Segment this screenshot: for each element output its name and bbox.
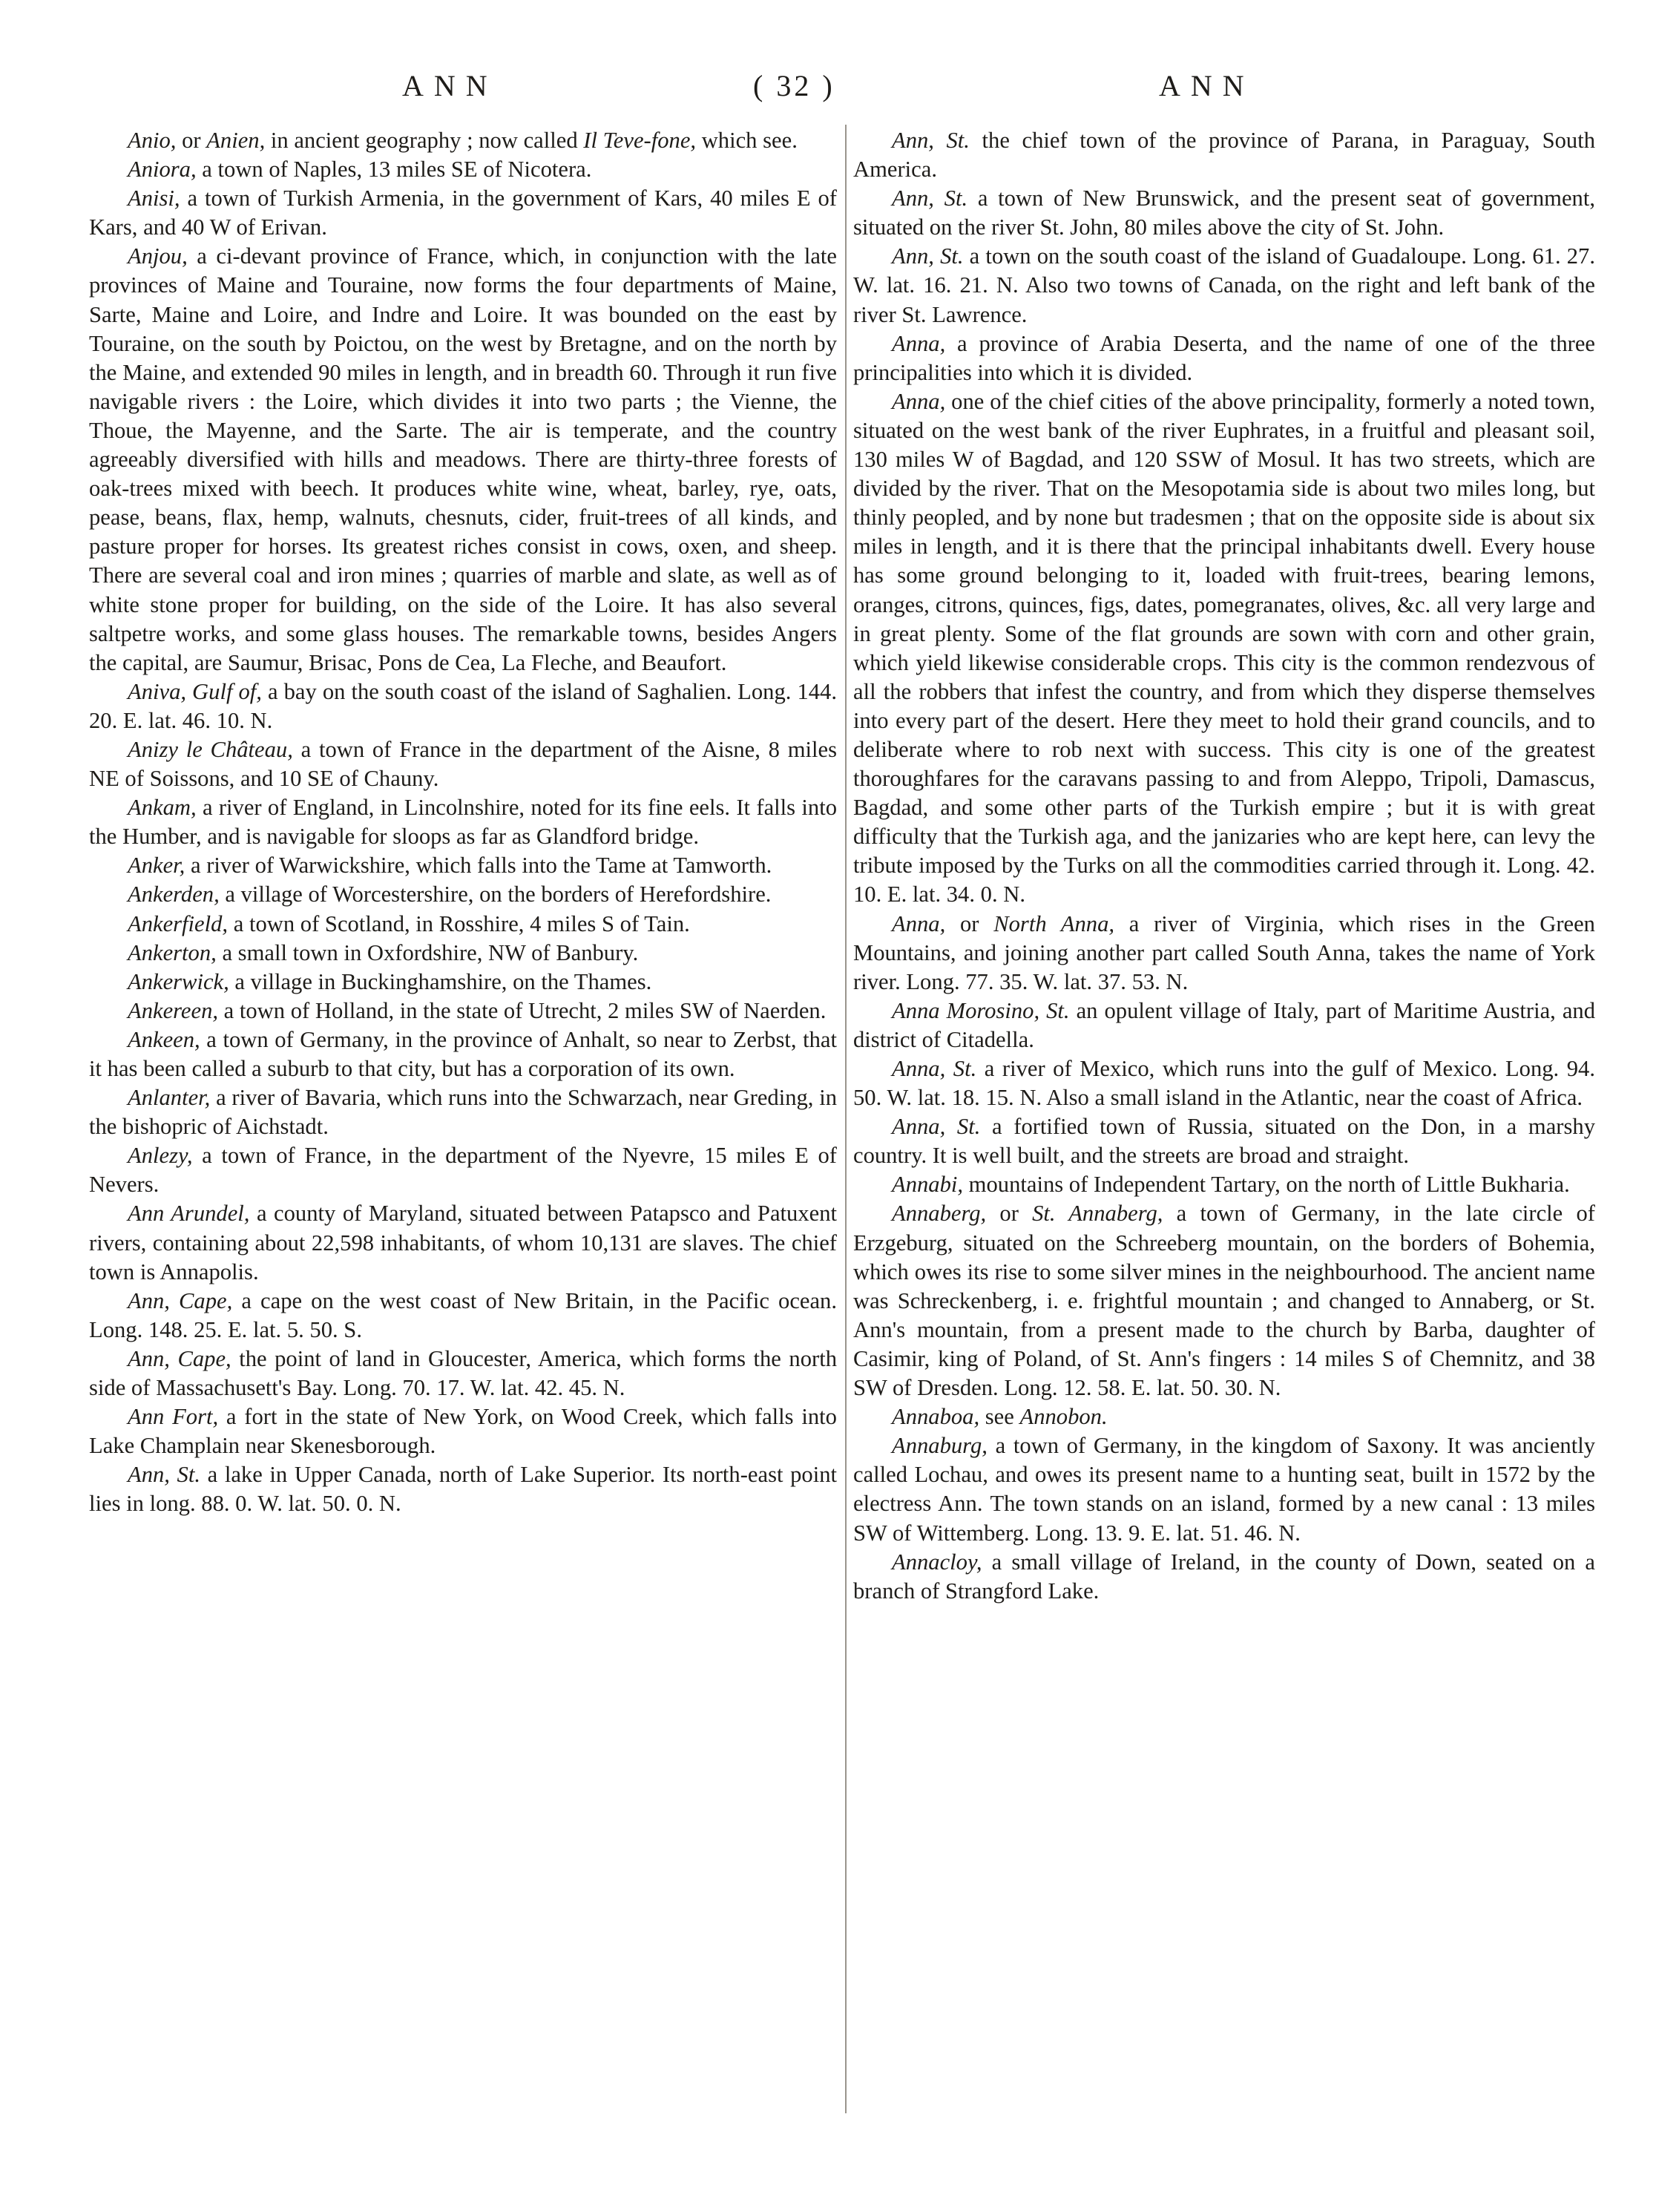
entry-headword: Ann, St. xyxy=(892,243,964,269)
dictionary-entry xyxy=(853,1199,1595,1402)
entry-headword: Ankeen, xyxy=(128,1026,200,1052)
entry-text: a ci-devant province of France, which, in conjunction with the late provinces of Maine and Touraine, now forms the four departments of Maine, Sarte, Maine and Loire, and Indre and Loire. It was bounded on the east by Touraine, on the south by Poictou, on the west by Bretagne, and on the north by the Maine, and extended 90 miles in length, and in breadth 60. Through it run five navigable rivers : the Loire, which divides it into two parts ; the Vienne, the Thoue, the Mayenne, and the Sarte. The air is temperate, and the country agreeably diversified with hills and meadows. There are thirty-three forests of oak-trees mixed with beech. It produces white wine, wheat, barley, rye, oats, pease, beans, flax, hemp, walnuts, chesnuts, cider, fruit-trees of all kinds, and pasture proper for horses. Its greatest riches consist in cows, oxen, and sheep. There are several coal and iron mines ; quarries of marble and slate, as well as of white stone proper for building, on the side of the Loire. It has also several saltpetre works, and some glass houses. The remarkable towns, besides Angers the capital, are Saumur, Brisac, Pons de Cea, La Fleche, and Beaufort. xyxy=(89,243,837,675)
entry-text: a lake in Upper Canada, north of Lake Superior. Its north-east point lies in long. 88. 0. W. lat. 50. 0. N. xyxy=(89,1462,837,1517)
page-number: ( 32 ) xyxy=(753,69,835,102)
dictionary-entry xyxy=(89,793,837,851)
entry-text: see xyxy=(979,1404,1020,1430)
entry-text: a small town in Oxfordshire, NW of Banbury. xyxy=(216,939,639,965)
entry-text: a province of Arabia Deserta, and the name of one of the three principalities into which it is divided. xyxy=(853,330,1595,385)
entry-text: a town of Turkish Armenia, in the government of Kars, 40 miles E of Kars, and 40 W of Erivan. xyxy=(89,186,837,240)
entry-text: in ancient geography ; now called xyxy=(265,128,584,153)
entry-headword: Annaburg, xyxy=(892,1433,988,1459)
entry-text: a town of New Brunswick, and the present seat of government, situated on the river St. John, 80 miles above the city of St. John. xyxy=(853,186,1595,240)
dictionary-entry xyxy=(853,1548,1595,1606)
entry-headword: Anna, St. xyxy=(892,1056,977,1081)
header-right-word: ANN xyxy=(1159,69,1255,102)
entry-text: a river of England, in Lincolnshire, noted for its fine eels. It falls into the Humber, and is navigable for sloops as far as Glandford bridge. xyxy=(89,795,837,850)
dictionary-entry xyxy=(89,1345,837,1402)
dictionary-entry xyxy=(853,997,1595,1054)
entry-headword: Anna Morosino, St. xyxy=(892,997,1070,1023)
dictionary-entry xyxy=(89,910,837,939)
dictionary-entry xyxy=(89,1460,837,1518)
entry-text: a river of Mexico, which runs into the gulf of Mexico. Long. 94. 50. W. lat. 18. 15. N. Also a small island in the Atlantic, near the coast of Africa. xyxy=(853,1056,1595,1111)
entry-text: an opulent village of Italy, part of Maritime Austria, and district of Citadella. xyxy=(853,997,1595,1052)
entry-headword: Ankerton, xyxy=(128,939,217,965)
entry-headword: Ankerfield, xyxy=(128,910,229,936)
entry-headword: Ankerwick, xyxy=(128,968,229,994)
dictionary-entry xyxy=(89,126,837,155)
entry-text: a village of Worcestershire, on the borders of Herefordshire. xyxy=(219,882,772,908)
entry-headword: Anlezy, xyxy=(128,1143,193,1169)
entry-headword: Ann Fort, xyxy=(128,1404,219,1430)
entry-text: a town of Scotland, in Rosshire, 4 miles S of Tain. xyxy=(228,910,690,936)
entry-text: a town of Naples, 13 miles SE of Nicotera. xyxy=(196,157,592,183)
entry-headword: Annaberg, xyxy=(892,1201,987,1227)
dictionary-entry xyxy=(89,1025,837,1083)
entry-text: mountains of Independent Tartary, on the north of Little Bukharia. xyxy=(963,1172,1570,1198)
entry-text: a town of France in the department of the Aisne, 8 miles NE of Soissons, and 10 SE of Chauny. xyxy=(89,736,837,792)
entry-text: or xyxy=(986,1201,1033,1227)
dictionary-entry xyxy=(853,1431,1595,1547)
entry-text: a fort in the state of New York, on Wood Creek, which falls into Lake Champlain near Skenesborough. xyxy=(89,1404,837,1459)
entry-text: a town of France, in the department of the Nyevre, 15 miles E of Nevers. xyxy=(89,1143,837,1198)
entry-headword: Ann, St. xyxy=(892,186,968,211)
dictionary-entry xyxy=(853,126,1595,184)
entry-headword: Ankereen, xyxy=(128,997,219,1023)
entry-headword: Anna, xyxy=(892,910,946,936)
entry-headword: Annabi, xyxy=(892,1172,964,1198)
entry-headword: Ann, Cape, xyxy=(128,1287,233,1313)
entry-text: a village in Buckinghamshire, on the Thames. xyxy=(229,968,652,994)
dictionary-entry xyxy=(89,1083,837,1141)
entry-headword: Anna, xyxy=(892,388,946,414)
running-head xyxy=(0,68,1679,113)
dictionary-entry xyxy=(89,677,837,735)
column-divider xyxy=(845,125,847,2113)
dictionary-entry xyxy=(89,851,837,880)
entry-headword: Anizy le Château, xyxy=(128,736,293,762)
entry-cross-reference: Annobon. xyxy=(1019,1404,1108,1430)
entry-headword: Ann, Cape, xyxy=(128,1345,231,1371)
dictionary-entry xyxy=(853,184,1595,242)
entry-text: a town of Germany, in the province of Anhalt, so near to Zerbst, that it has been called a suburb to that city, but has a corporation of its own. xyxy=(89,1026,837,1081)
entry-headword: Anna, St. xyxy=(892,1114,981,1140)
entry-text: one of the chief cities of the above principality, formerly a noted town, situated on the west bank of the river Euphrates, in a fruitful and pleasant soil, 130 miles W of Bagdad, and 120 SSW of Mosul. It has two streets, which are divided by the river. That on the Mesopotamia side is about two miles long, but thinly peopled, and by none but tradesmen ; that on the opposite side is about six miles in length, and it is there that the principal inhabitants dwell. Every house has some ground belonging to it, loaded with fruit-trees, bearing lemons, oranges, citrons, quinces, figs, dates, pomegranates, olives, &c. all very large and in great plenty. Some of the flat grounds are sown with corn and other grain, which yield likewise considerable crops. This city is the common rendezvous of all the robbers that infest the country, and from which they disperse themselves into every part of the desert. Here they meet to hold their grand councils, and to deliberate where to rob next with success. This city is one of the greatest thoroughfares for the caravans passing to and from Aleppo, Tripoli, Damascus, Bagdad, and some other parts of the Turkish empire ; but it is with great difficulty that the Turkish aga, and the janizaries who are kept here, can levy the tribute imposed by the Turks on all the commodities carried through it. Long. 42. 10. E. lat. 34. 0. N. xyxy=(853,388,1595,908)
entry-headword: Aniva, Gulf of, xyxy=(128,678,262,704)
entry-headword-alt: Anien, xyxy=(206,128,266,153)
entry-headword: Anker, xyxy=(128,853,185,879)
dictionary-entry xyxy=(89,1141,837,1199)
dictionary-entry xyxy=(89,155,837,184)
entry-text: a town of Holland, in the state of Utrecht, 2 miles SW of Naerden. xyxy=(218,997,827,1023)
entry-text: the point of land in Gloucester, America, which forms the north side of Massachusett's Bay. Long. 70. 17. W. lat. 42. 45. N. xyxy=(89,1345,837,1401)
entry-headword: Annaboa, xyxy=(892,1404,980,1430)
dictionary-entry xyxy=(89,1199,837,1286)
entry-text: a county of Maryland, situated between Patapsco and Patuxent rivers, containing about 22,598 inhabitants, of whom 10,131 are slaves. The chief town is Annapolis. xyxy=(89,1201,837,1284)
entry-text: a town on the south coast of the island of Guadaloupe. Long. 61. 27. W. lat. 16. 21. N. Also two towns of Canada, on the right and left bank of the river St. Lawrence. xyxy=(853,243,1595,327)
entry-headword-alt: North Anna, xyxy=(993,910,1115,936)
dictionary-entry xyxy=(89,184,837,242)
dictionary-entry xyxy=(853,1402,1595,1431)
dictionary-entry xyxy=(89,735,837,793)
entry-headword: Anio, xyxy=(128,128,177,153)
entry-text: a small village of Ireland, in the county of Down, seated on a branch of Strangford Lake. xyxy=(853,1549,1595,1604)
dictionary-entry xyxy=(89,939,837,968)
entry-text: a river of Warwickshire, which falls into the Tame at Tamworth. xyxy=(185,853,772,879)
entry-headword: Ann, St. xyxy=(128,1462,200,1488)
right-column xyxy=(853,126,1595,1606)
entry-headword: Anisi, xyxy=(128,186,180,211)
dictionary-entry xyxy=(853,387,1595,910)
entry-text: a river of Bavaria, which runs into the Schwarzach, near Greding, in the bishopric of Aichstadt. xyxy=(89,1085,837,1140)
dictionary-entry xyxy=(89,968,837,997)
dictionary-entry xyxy=(853,1054,1595,1112)
entry-text: a fortified town of Russia, situated on the Don, in a marshy country. It is well built, and the streets are broad and straight. xyxy=(853,1114,1595,1169)
entry-text: a town of Germany, in the kingdom of Saxony. It was anciently called Lochau, and owes its present name to a hunting seat, built in 1572 by the electress Ann. The town stands on an island, formed by a new canal : 13 miles SW of Wittemberg. Long. 13. 9. E. lat. 51. 46. N. xyxy=(853,1433,1595,1546)
entry-cross-reference: Il Teve-fone, xyxy=(583,128,697,153)
entry-headword: Ankam, xyxy=(128,795,197,821)
dictionary-entry xyxy=(853,910,1595,997)
dictionary-entry xyxy=(89,242,837,677)
entry-text: a river of Virginia, which rises in the Green Mountains, and joining another part called South Anna, takes the name of York river. Long. 77. 35. W. lat. 37. 53. N. xyxy=(853,910,1595,994)
entry-headword: Anna, xyxy=(892,330,946,356)
entry-text: a town of Germany, in the late circle of Erzgeburg, situated on the Schreeberg mountain, on the borders of Bohemia, which owes its rise to some silver mines in the neighbourhood. The ancient name was Schreckenberg, i. e. frightful mountain ; and changed to Annaberg, or St. Ann's mountain, from a present made to the church by Barba, daughter of Casimir, king of Poland, of St. Ann's fingers : 14 miles S of Chemnitz, and 38 SW of Dresden. Long. 12. 58. E. lat. 50. 30. N. xyxy=(853,1201,1595,1401)
entry-text: the chief town of the province of Parana, in Paraguay, South America. xyxy=(853,128,1596,183)
dictionary-entry xyxy=(89,1287,837,1345)
entry-headword-alt: St. Annaberg, xyxy=(1032,1201,1163,1227)
entry-text: or xyxy=(176,128,207,153)
entry-text: a bay on the south coast of the island of Saghalien. Long. 144. 20. E. lat. 46. 10. N. xyxy=(89,678,837,733)
entry-headword: Annacloy, xyxy=(892,1549,982,1575)
entry-headword: Ankerden, xyxy=(128,882,220,908)
dictionary-entry xyxy=(853,329,1595,387)
entry-headword: Aniora, xyxy=(128,157,197,183)
dictionary-entry xyxy=(853,242,1595,329)
entry-text: which see. xyxy=(696,128,798,153)
dictionary-entry xyxy=(853,1112,1595,1170)
dictionary-entry xyxy=(89,997,837,1025)
header-left-word: ANN xyxy=(402,69,498,102)
dictionary-entry xyxy=(853,1170,1595,1199)
entry-headword: Ann Arundel, xyxy=(128,1201,250,1227)
dictionary-entry xyxy=(89,1402,837,1460)
left-column xyxy=(89,126,837,1519)
entry-text: a cape on the west coast of New Britain, in the Pacific ocean. Long. 148. 25. E. lat. 5. 50. S. xyxy=(89,1287,837,1342)
entry-text: or xyxy=(945,910,994,936)
entry-headword: Anlanter, xyxy=(128,1085,211,1111)
entry-headword: Ann, St. xyxy=(892,128,970,153)
entry-headword: Anjou, xyxy=(128,243,188,269)
dictionary-entry xyxy=(89,880,837,909)
